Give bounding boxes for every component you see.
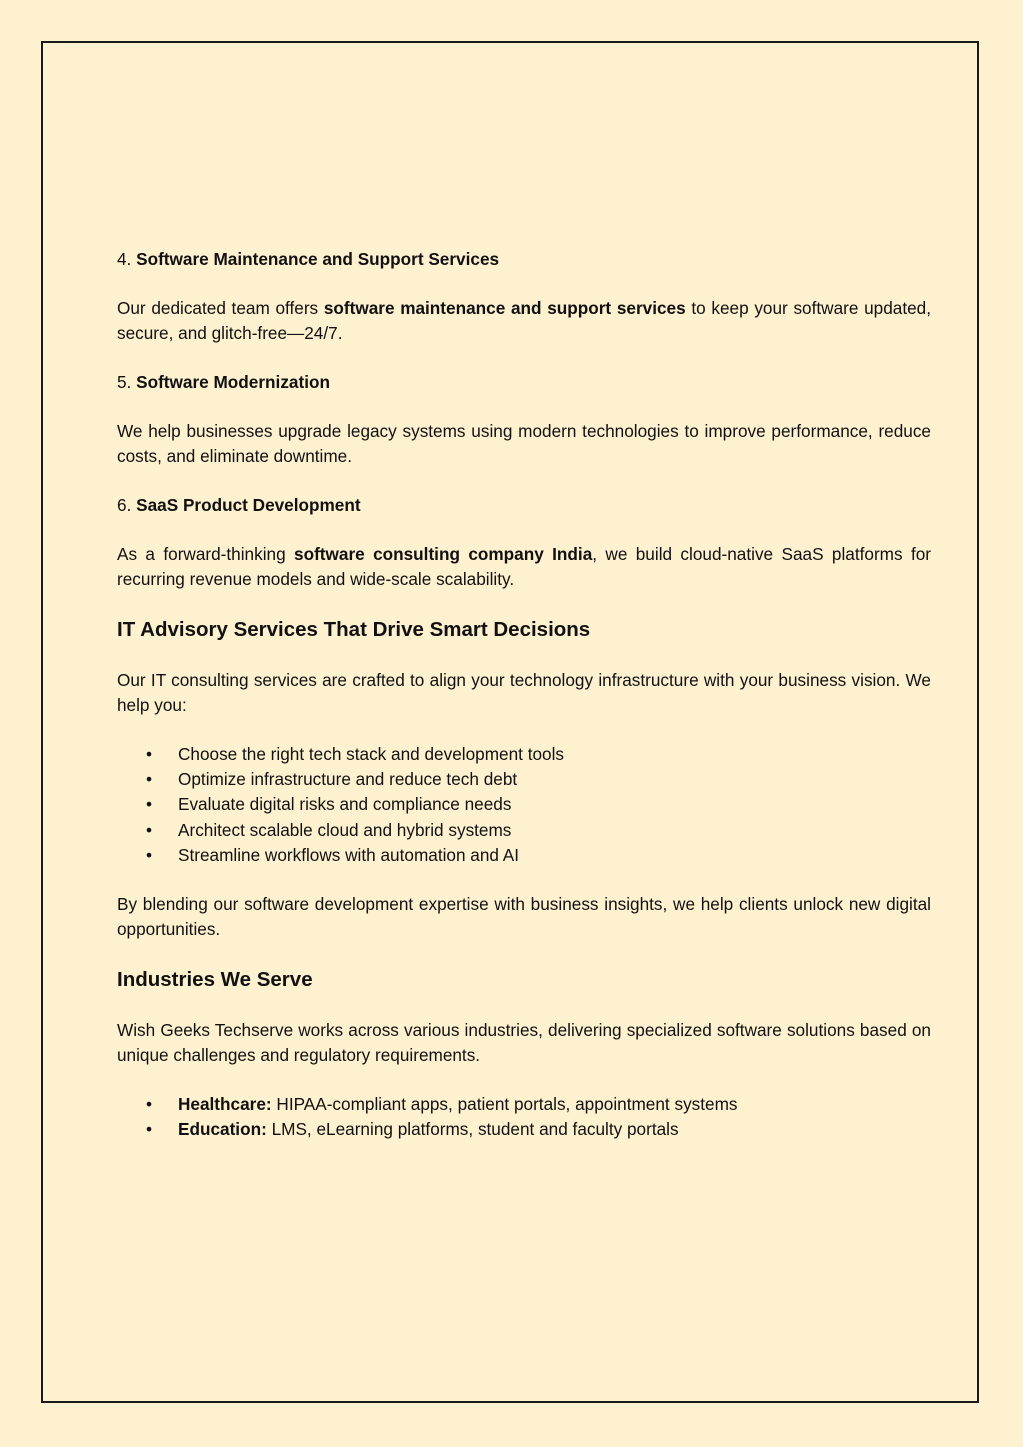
bullet-icon: • bbox=[146, 794, 153, 815]
advisory-list bbox=[117, 742, 931, 868]
service-description-saas bbox=[117, 542, 931, 592]
list-item-text: Architect scalable cloud and hybrid systems bbox=[178, 819, 512, 840]
industry-label: Education: bbox=[178, 1119, 267, 1140]
advisory-closing: By blending our software development expertise with business insights, we help clients unlock new digital opportunities. bbox=[117, 894, 931, 940]
list-item-education bbox=[146, 1117, 931, 1142]
text-run: , we build cloud-native SaaS platforms for recurring revenue models and wide-scale scalability. bbox=[117, 544, 932, 589]
industry-text: LMS, eLearning platforms, student and faculty portals bbox=[266, 1119, 679, 1140]
list-item bbox=[146, 843, 931, 868]
service-title: SaaS Product Development bbox=[136, 495, 361, 515]
text-run: Our dedicated team offers bbox=[117, 298, 324, 318]
industry-label: Healthcare: bbox=[178, 1094, 272, 1115]
document-content bbox=[117, 247, 931, 1166]
list-item-healthcare bbox=[146, 1092, 931, 1117]
bullet-icon: • bbox=[146, 819, 153, 840]
service-heading-modernization bbox=[117, 370, 931, 395]
bullet-icon: • bbox=[146, 769, 153, 790]
service-description-modernization bbox=[117, 419, 931, 469]
industries-intro: Wish Geeks Techserve works across various industries, delivering specialized software solutions based on unique challenges and regulatory requirements. bbox=[117, 1020, 931, 1066]
service-number: 4. bbox=[117, 249, 132, 269]
list-item-text: Optimize infrastructure and reduce tech debt bbox=[178, 769, 518, 790]
service-heading-maintenance bbox=[117, 247, 931, 272]
industry-text: HIPAA-compliant apps, patient portals, appointment systems bbox=[271, 1094, 738, 1115]
text-run: to keep your software updated, secure, and glitch-free—24/7. bbox=[117, 298, 931, 343]
bullet-icon: • bbox=[146, 1119, 153, 1140]
text-run-bold: software consulting company India bbox=[294, 544, 593, 564]
service-title: Software Modernization bbox=[136, 372, 330, 392]
list-item-text: Evaluate digital risks and compliance needs bbox=[178, 794, 512, 815]
service-description-maintenance bbox=[117, 296, 931, 346]
list-item-text: Choose the right tech stack and development tools bbox=[178, 744, 564, 764]
list-item bbox=[146, 742, 931, 767]
industries-list bbox=[117, 1092, 931, 1142]
text-run: As a forward-thinking bbox=[117, 544, 295, 564]
service-title: Software Maintenance and Support Services bbox=[136, 249, 500, 269]
service-heading-saas bbox=[117, 493, 931, 518]
advisory-intro: Our IT consulting services are crafted to align your technology infrastructure with your business vision. We help you: bbox=[117, 670, 931, 715]
section-heading-industries: Industries We Serve bbox=[117, 968, 313, 992]
section-heading-advisory: IT Advisory Services That Drive Smart Decisions bbox=[117, 618, 591, 641]
bullet-icon: • bbox=[146, 844, 153, 865]
list-item bbox=[146, 767, 931, 792]
service-number: 6. bbox=[117, 495, 132, 515]
list-item bbox=[146, 792, 931, 817]
bullet-icon: • bbox=[146, 744, 153, 764]
bullet-icon: • bbox=[146, 1094, 153, 1115]
list-item-text: Streamline workflows with automation and AI bbox=[178, 844, 520, 865]
text-run: We help businesses upgrade legacy systems using modern technologies to improve performance, reduce costs, and eliminate downtime. bbox=[117, 421, 931, 466]
list-item bbox=[146, 818, 931, 843]
text-run-bold: software maintenance and support services bbox=[323, 298, 686, 318]
service-number: 5. bbox=[117, 372, 132, 392]
